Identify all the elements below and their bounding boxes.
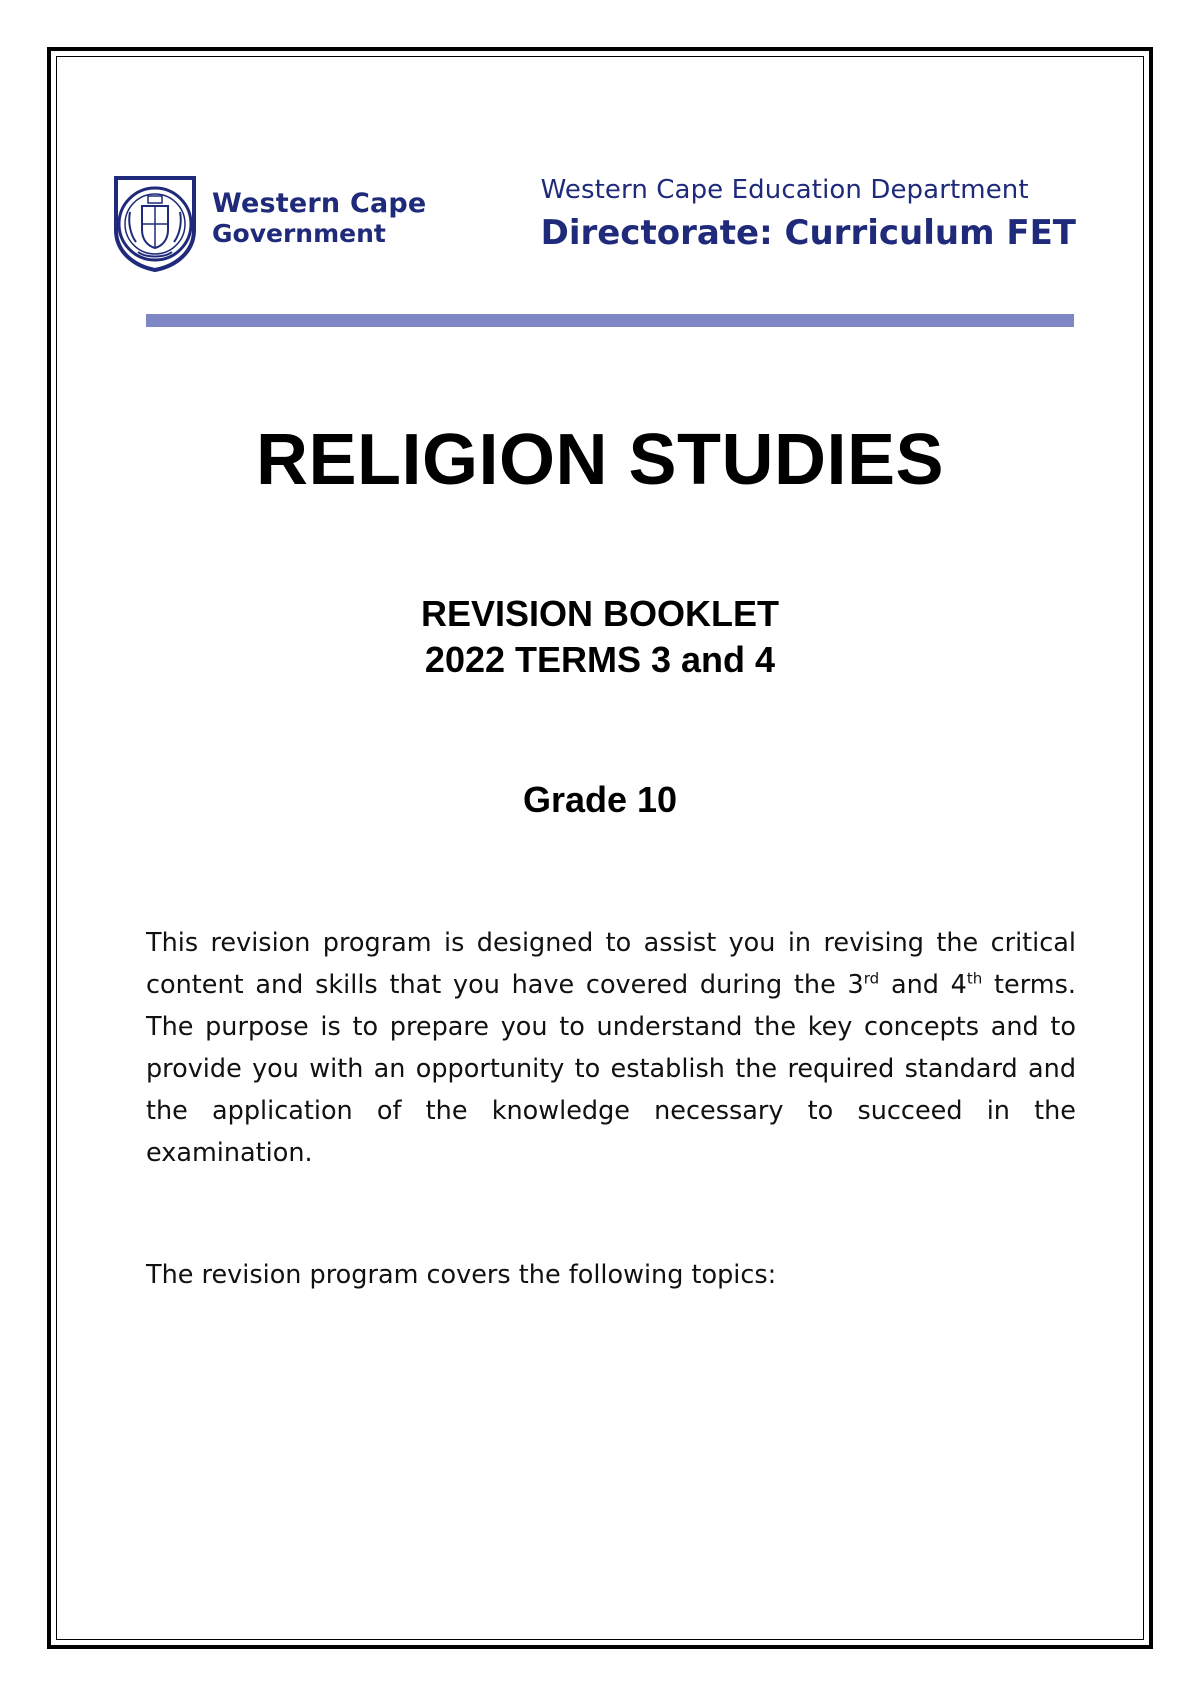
- intro-text-part1: This revision program is designed to assist you in revising the critical content and skills that you have covered during the 3: [146, 927, 1076, 1000]
- page-border-inner: [56, 56, 1144, 1640]
- intro-text-part2: and 4: [879, 969, 967, 1000]
- coat-of-arms-icon: [108, 172, 202, 272]
- directorate-name: Directorate: Curriculum FET: [540, 213, 1076, 253]
- booklet-terms: 2022 TERMS 3 and 4: [424, 639, 776, 680]
- department-name: Western Cape Education Department: [540, 175, 1029, 205]
- grade-label: Grade 10: [522, 779, 678, 820]
- booklet-subtitle: REVISION BOOKLET: [420, 593, 780, 634]
- document-title: RELIGION STUDIES: [255, 420, 945, 500]
- government-name-line2: Government: [212, 219, 386, 248]
- intro-text-part3: terms. The purpose is to prepare you to understand the key concepts and to provide you with an opportunity to establish the required standard and the application of the knowledge necessary to succeed in the examination.: [146, 969, 1077, 1168]
- intro-sup-th: th: [966, 969, 983, 987]
- intro-sup-rd: rd: [863, 969, 880, 987]
- government-name: [212, 189, 426, 249]
- header-divider: [146, 314, 1074, 327]
- government-name-line1: Western Cape: [212, 188, 427, 219]
- intro-paragraph: [146, 922, 1076, 1174]
- topics-intro: The revision program covers the following topics:: [146, 1259, 777, 1290]
- department-block: [541, 174, 1076, 256]
